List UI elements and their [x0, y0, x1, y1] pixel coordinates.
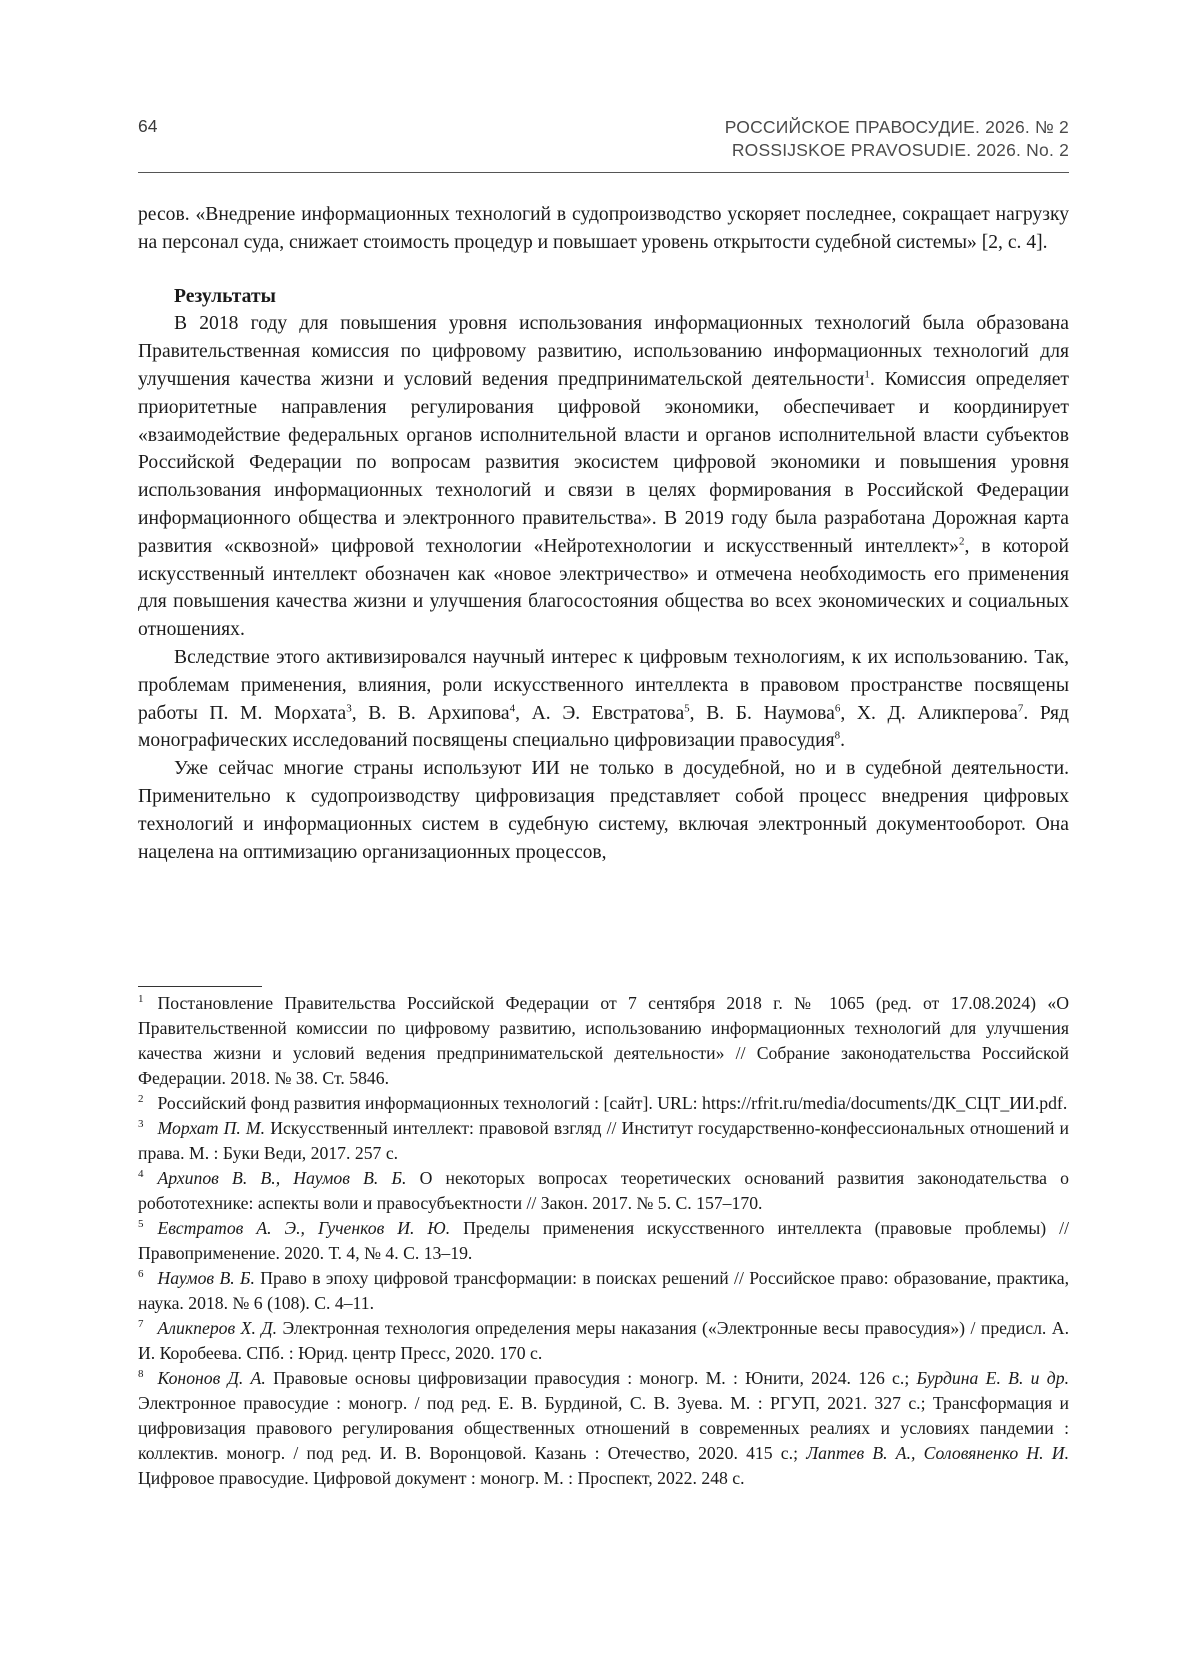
footnotes [138, 991, 1069, 1491]
journal-title-en: ROSSIJSKOE PRAVOSUDIE. 2026. No. 2 [731, 140, 1069, 160]
footnote: $^4$ Архипов В. В., Наумов В. Б. О некоторых вопросах теоретических оснований развития законодательства о робототехнике: аспекты воли и правосубъектности // Закон. 2017. № 5. С. 157–170. [138, 1168, 1069, 1213]
paragraph: Вследствие этого активизировался научный интерес к цифровым технологиям, к их использованию. Так, проблемам применения, влияния, роли искусственного интеллекта в правовом пространстве посвящены работы П. М. Мορхата$^3$, В. В. Архипова$^4$, А. Э. Евстратова$^5$, В. Б. Наумова$^6$, Х. Д. Аликперова$^7$. Ряд монографических исследований посвящены специально цифровизации правосудия$^8$. [138, 646, 1070, 752]
journal-title-ru: РОССИЙСКОЕ ПРАВОСУДИЕ. 2026. № 2 [724, 117, 1069, 137]
footnote: $^1$ Постановление Правительства Российской Федерации от 7 сентября 2018 г. № 1065 (ред. от 17.08.2024) «О Правительственной комиссии по цифровому развитию, использованию информационных технологий для улучшения качества жизни и условий ведения предпринимательской деятельности» // Собрание законодательства Российской Федерации. 2018. № 38. Ст. 5846. [138, 993, 1069, 1088]
footnote-number: 3 [138, 1118, 144, 1131]
header-rule [138, 172, 1069, 173]
footnote-number: 4 [138, 1168, 144, 1181]
footnote-ref: 1 [864, 368, 870, 381]
footnote-author: Аликперов Х. Д. [157, 1318, 277, 1338]
footnote-author: Кононов Д. А. [157, 1368, 266, 1388]
footnote-number: 2 [138, 1093, 144, 1106]
footnote-ref: 8 [834, 729, 841, 742]
footnote: $^2$ Российский фонд развития информационных технологий : [сайт]. URL: https://rfrit.ru/media/documents/ДК_СЦТ_ИИ.pdf. [138, 1093, 1068, 1113]
footnote-number: 7 [138, 1318, 144, 1331]
footnote-ref: 5 [684, 702, 690, 715]
section-heading: Результаты [174, 285, 276, 307]
footnote-separator [138, 986, 262, 987]
paragraph-continuation: ресов. «Внедрение информационных технологий в судопроизводство ускоряет последнее, сокращает нагрузку на персонал суда, снижает стоимость процедур и повышает уровень открытости судебной системы» [2, с. 4]. [138, 204, 1069, 253]
paragraph: В 2018 году для повышения уровня использования информационных технологий была образована Правительственная комиссия по цифровому развитию, использованию информационных технологий для улучшения качества жизни и условий ведения предпринимательской деятельности$^1$. Комиссия определяет приоритетные направления регулирования цифровой экономики, обеспечивает и координирует «взаимодействие федеральных органов исполнительной власти и органов исполнительной власти субъектов Российской Федерации по вопросам развития экосистем цифровой экономики и повышения уровня использования информационных технологий и связи в целях формирования в Российской Федерации информационного общества и электронного правительства». В 2019 году была разработана Дорожная карта развития «сквозной» цифровой технологии «Нейротехнологии и искусственный интеллект»$^2$, в которой искусственный интеллект обозначен как «новое электричество» и отмечена необходимость его применения для повышения качества жизни и улучшения благосостояния общества во всех экономических и социальных отношениях. [138, 313, 1069, 641]
running-head [725, 116, 1069, 162]
main-text [138, 201, 1069, 866]
footnote-author: Евстратов А. Э., Гученков И. Ю. [157, 1218, 451, 1238]
footnote-number: 6 [138, 1268, 144, 1281]
footnote-author: Архипов В. В., Наумов В. Б. [157, 1168, 407, 1188]
footnote-ref: 2 [958, 535, 965, 548]
footnote-number: 8 [138, 1368, 144, 1381]
footnote-author: Морхат П. М. [157, 1118, 266, 1138]
footnote-ref: 3 [346, 702, 352, 715]
footnote: $^7$ Аликперов Х. Д. Электронная технология определения меры наказания («Электронные весы правосудия») / предисл. А. И. Коробеева. СПб. : Юрид. центр Пресс, 2020. 170 с. [138, 1318, 1069, 1363]
footnote: $^3$ Морхат П. М. Искусственный интеллект: правовой взгляд // Институт государственно-конфессиональных отношений и права. М. : Буки Веди, 2017. 257 с. [138, 1118, 1069, 1163]
footnote-number: 1 [138, 993, 144, 1006]
footnote-ref: 7 [1017, 702, 1024, 715]
footnote-ref: 6 [834, 702, 841, 715]
paragraph: Уже сейчас многие страны используют ИИ не только в досудебной, но и в судебной деятельности. Применительно к судопроизводству цифровизация представляет собой процесс внедрения цифровых технологий и информационных систем в судебную систему, включая электронный документооборот. Она нацелена на оптимизацию организационных процессов, [138, 758, 1069, 863]
footnote-author: Бурдина Е. В. и др. [916, 1368, 1069, 1388]
footnote: $^8$ Кононов Д. А. Правовые основы цифровизации правосудия : моногр. М. : Юнити, 2024. 126 с.; Бурдина Е. В. и др. Электронное правосудие : моногр. / под ред. Е. В. Бурдиной, С. В. Зуева. М. : РГУП, 2021. 327 с.; Трансформация и цифровизация правового регулирования общественных отношений в современных реалиях и условиях пандемии : коллектив. моногр. / под ред. И. В. Воронцовой. Казань : Отечество, 2020. 415 с.; Лаптев В. А., Соловяненко Н. И. Цифровое правосудие. Цифровой документ : моногр. М. : Проспект, 2022. 248 с. [138, 1368, 1069, 1488]
page-number: 64 [138, 116, 158, 136]
footnote-author: Наумов В. Б. [157, 1268, 255, 1288]
footnote-author: Лаптев В. А., Соловяненко Н. И. [806, 1443, 1069, 1463]
footnote: $^6$ Наумов В. Б. Право в эпоху цифровой трансформации: в поисках решений // Российское право: образование, практика, наука. 2018. № 6 (108). С. 4–11. [138, 1268, 1069, 1313]
footnote: $^5$ Евстратов А. Э., Гученков И. Ю. Пределы применения искусственного интеллекта (правовые проблемы) // Правоприменение. 2020. Т. 4, № 4. С. 13–19. [138, 1218, 1070, 1263]
footnote-number: 5 [138, 1218, 144, 1231]
footnote-ref: 4 [509, 702, 516, 715]
